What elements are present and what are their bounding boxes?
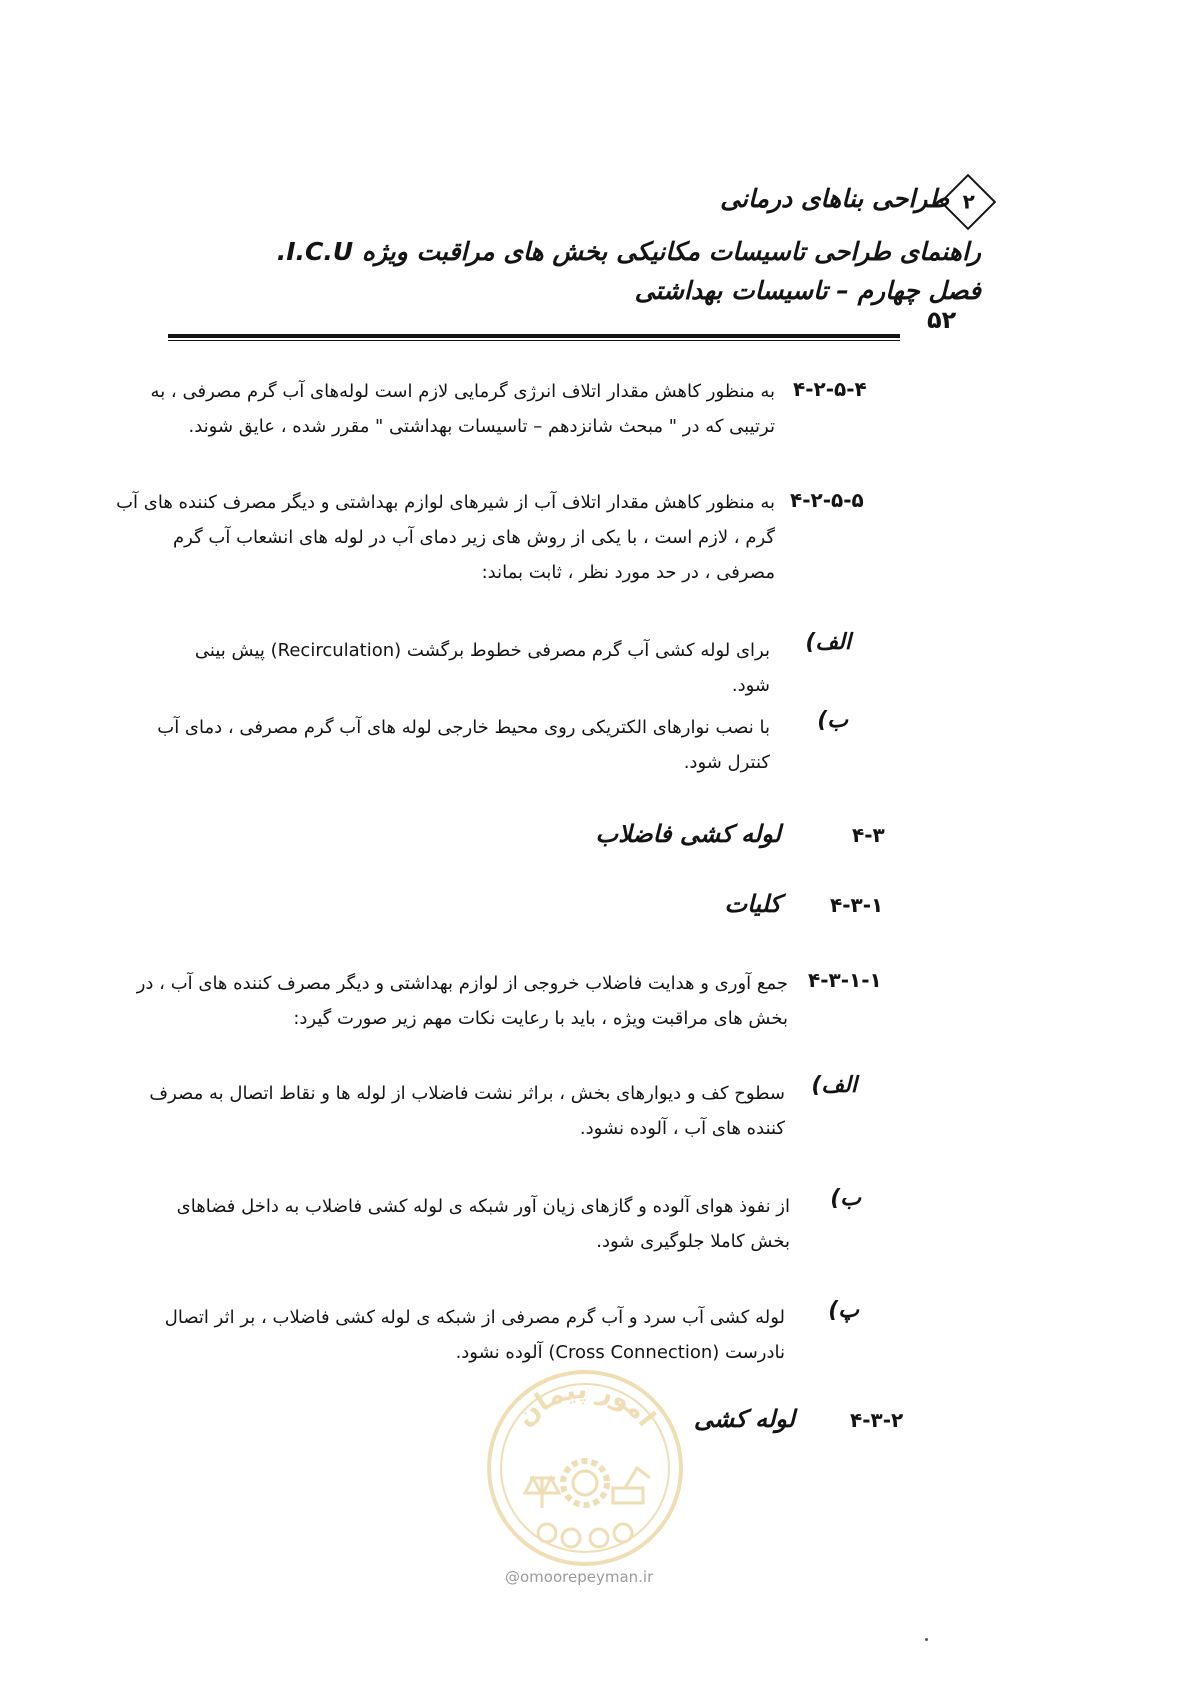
subitem-text: با نصب نوارهای الکتریکی روی محیط خارجی لوله های آب گرم مصرفی ، دمای آب کنترل شود. (157, 717, 770, 773)
section-title: کلیات (724, 890, 781, 918)
subitem-text: لوله کشی آب سرد و آب گرم مصرفی از شبکه ی لوله کشی فاضلاب ، بر اثر اتصال نادرست (Cross Connection) آلوده نشود. (164, 1307, 785, 1363)
gear-icon (563, 1461, 607, 1505)
watermark-arc-text: امور پیمان (510, 1374, 661, 1433)
excavator-icon (613, 1468, 650, 1503)
subitem-marker: الف) (811, 1073, 857, 1098)
subitem-text: سطوح کف و دیوارهای بخش ، براثر نشت فاضلاب از لوله ها و نقاط اتصال به مصرف کننده های آب ، آلوده نشود. (149, 1083, 785, 1139)
page-number: ۵۲ (927, 306, 957, 334)
item-number: ۴-۲-۵-۵ (790, 488, 864, 512)
header-rule-thin (168, 340, 900, 341)
item-text: به منظور کاهش مقدار اتلاف آب از شیرهای لوازم بهداشتی و دیگر مصرف کننده های آب گرم ، لازم است ، با یکی از روش های زیر دمای آب در لوله های انشعاب آب گرم مصرفی ، در حد مورد نظر ، ثابت بماند: (116, 492, 775, 583)
subitem-text: از نفوذ هوای آلوده و گازهای زیان آور شبکه ی لوله کشی فاضلاب به داخل فضاهای بخش کاملا جلوگیری شود. (176, 1196, 790, 1252)
scales-icon (525, 1478, 559, 1508)
subitem-marker: ب) (830, 1186, 861, 1211)
item-number: ۴-۲-۵-۴ (793, 377, 867, 401)
book-title: طراحی بناهای درمانی (720, 184, 949, 213)
watermark-url: @omoorepeyman.ir (505, 1568, 654, 1586)
volume-number: ۲ (962, 189, 975, 214)
subitem-marker: الف) (805, 630, 851, 655)
document-subtitle: راهنمای طراحی تاسیسات مکانیکی بخش های مراقبت ویژه I.C.U. (276, 237, 981, 266)
header-rule-thick (168, 334, 900, 338)
volume-badge (940, 174, 997, 231)
gear-row-icon (538, 1524, 632, 1547)
subitem-marker: پ) (828, 1298, 859, 1323)
section-title: لوله کشی فاضلاب (595, 820, 781, 848)
chapter-title: فصل چهارم – تاسیسات بهداشتی (634, 276, 981, 305)
section-title: لوله کشی (693, 1405, 795, 1433)
section-number: ۴-۳-۱ (830, 893, 884, 917)
subitem-text: برای لوله کشی آب گرم مصرفی خطوط برگشت (Recirculation) پیش بینی شود. (194, 640, 770, 696)
item-text: به منظور کاهش مقدار اتلاف انرژی گرمایی لازم است لوله‌های آب گرم مصرفی ، به ترتیبی که در " مبحث شانزدهم – تاسیسات بهداشتی " مقرر شده ، عایق شوند. (150, 381, 775, 437)
section-number: ۴-۳ (852, 823, 885, 847)
watermark-logo (485, 1368, 685, 1568)
section-number: ۴-۳-۲ (850, 1408, 904, 1432)
item-text: جمع آوری و هدایت فاضلاب خروجی از لوازم بهداشتی و دیگر مصرف کننده های آب ، در بخش های مراقبت ویژه ، باید با رعایت نکات مهم زیر صورت گیرد: (136, 973, 788, 1029)
subitem-marker: ب) (817, 708, 848, 733)
scan-speck (925, 1638, 928, 1641)
item-number: ۴-۳-۱-۱ (808, 968, 882, 992)
